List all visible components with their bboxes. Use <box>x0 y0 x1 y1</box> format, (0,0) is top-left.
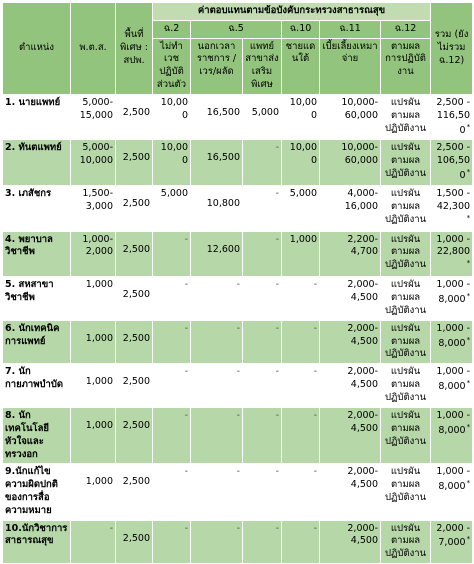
cell-pts: 1,000 <box>71 277 116 320</box>
cell-area: 2,500 <box>116 186 153 232</box>
table-body <box>3 94 473 563</box>
header-label-spec: แพทย์สาขาส่งเสริมพิเศษ <box>243 38 282 94</box>
cell-total <box>431 464 473 520</box>
cell-c2: 10,000 <box>153 94 191 140</box>
cell-c11: 2,000-4,500 <box>320 408 381 464</box>
cell-c2: 5,000 <box>153 186 191 232</box>
table-row <box>3 140 473 186</box>
table-row <box>3 277 473 320</box>
cell-total <box>431 231 473 277</box>
cell-c5: - <box>191 464 243 520</box>
cell-c5: - <box>191 320 243 363</box>
asterisk-mark: * <box>466 535 471 544</box>
header-label-c5: นอกเวลาราชการ / เวร/ผลัด <box>191 38 243 94</box>
cell-area: 2,500 <box>116 520 153 563</box>
cell-c12: แปรผันตามผลปฏิบัติงาน <box>381 231 431 277</box>
cell-c5: 10,800 <box>191 186 243 232</box>
cell-area: 2,500 <box>116 277 153 320</box>
cell-c11: 10,000-60,000 <box>320 140 381 186</box>
header-row-1 <box>3 3 473 21</box>
cell-total <box>431 520 473 563</box>
cell-pts: 1,000 <box>71 464 116 520</box>
cell-c10: - <box>282 320 320 363</box>
table-row <box>3 320 473 363</box>
asterisk-mark: * <box>466 292 471 301</box>
cell-c11: 2,000-4,500 <box>320 320 381 363</box>
cell-total <box>431 408 473 464</box>
cell-c5: - <box>191 364 243 408</box>
cell-spec: 5,000 <box>243 94 282 140</box>
header-label-c10: ชายแดนใต้ <box>282 38 320 94</box>
cell-spec: - <box>243 231 282 277</box>
cell-c2: - <box>153 320 191 363</box>
cell-c11: 2,000-4,500 <box>320 364 381 408</box>
cell-c5: 16,500 <box>191 94 243 140</box>
cell-c12: แปรผันตามผลปฏิบัติงาน <box>381 94 431 140</box>
header-pts: พ.ต.ส. <box>71 3 116 95</box>
cell-c11: 2,000-4,500 <box>320 520 381 563</box>
cell-c12: แปรผันตามผลปฏิบัติงาน <box>381 464 431 520</box>
cell-total <box>431 320 473 363</box>
cell-c10: - <box>282 277 320 320</box>
asterisk-mark: * <box>466 479 471 488</box>
cell-c10: 10,000 <box>282 94 320 140</box>
header-code-c12: ฉ.12 <box>381 20 431 38</box>
cell-pts: 1,000-2,000 <box>71 231 116 277</box>
cell-c2: - <box>153 364 191 408</box>
cell-position: 1. นายแพทย์ <box>3 94 71 140</box>
cell-c11: 2,200-4,700 <box>320 231 381 277</box>
cell-pts: 1,000 <box>71 364 116 408</box>
cell-c10: - <box>282 408 320 464</box>
header-area: พื้นที่พิเศษ : สปพ. <box>116 3 153 95</box>
cell-c10: 1,000 <box>282 231 320 277</box>
asterisk-mark: * <box>466 259 471 268</box>
header-label-c2: ไม่ทำเวชปฏิบัติส่วนตัว <box>153 38 191 94</box>
cell-total <box>431 364 473 408</box>
cell-c2: - <box>153 408 191 464</box>
cell-c11: 2,000-4,500 <box>320 277 381 320</box>
total-text: 1,000 - 8,000 <box>436 279 471 306</box>
header-position: ตำแหน่ง <box>3 3 71 95</box>
cell-c12: แปรผันตามผลปฏิบัติงาน <box>381 186 431 232</box>
table-row <box>3 94 473 140</box>
asterisk-mark: * <box>466 335 471 344</box>
cell-spec: - <box>243 320 282 363</box>
header-code-c5: ฉ.5 <box>191 20 282 38</box>
cell-total <box>431 186 473 232</box>
cell-c5: 12,600 <box>191 231 243 277</box>
cell-c5: - <box>191 520 243 563</box>
cell-c10: 5,000 <box>282 186 320 232</box>
cell-area: 2,500 <box>116 364 153 408</box>
cell-pts: 5,000-10,000 <box>71 140 116 186</box>
cell-area: 2,500 <box>116 408 153 464</box>
total-text: 1,000 - 22,800 <box>436 233 471 258</box>
total-text: 1,000 - 8,000 <box>436 366 471 393</box>
asterisk-mark: * <box>466 168 471 177</box>
cell-c12: แปรผันตามผลปฏิบัติงาน <box>381 408 431 464</box>
header-code-c2: ฉ.2 <box>153 20 191 38</box>
cell-total <box>431 277 473 320</box>
cell-pts: 5,000-15,000 <box>71 94 116 140</box>
header-group-title: ค่าตอบแทนตามข้อบังคับกระทรวงสาธารณสุข <box>153 3 431 21</box>
cell-c10: - <box>282 520 320 563</box>
compensation-table <box>2 2 473 564</box>
cell-c5: 16,500 <box>191 140 243 186</box>
cell-c2: - <box>153 277 191 320</box>
cell-c12: แปรผันตามผลปฏิบัติงาน <box>381 364 431 408</box>
header-code-c10: ฉ.10 <box>282 20 320 38</box>
total-text: 1,000 - 8,000 <box>436 410 471 437</box>
total-text: 2,500 - 106,500 <box>436 142 471 182</box>
table-row <box>3 520 473 563</box>
header-label-c11: เบี้ยเลี้ยงเหมาจ่าย <box>320 38 381 94</box>
cell-position: 9.นักแก้ไขความผิดปกติของการสื่อความหมาย <box>3 464 71 520</box>
cell-spec: - <box>243 140 282 186</box>
header-total: รวม (ยังไม่รวม ฉ.12) <box>431 3 473 95</box>
cell-position: 6. นักเทคนิคการแพทย์ <box>3 320 71 363</box>
cell-pts: 1,000 <box>71 408 116 464</box>
cell-c11: 4,000-16,000 <box>320 186 381 232</box>
cell-spec: - <box>243 408 282 464</box>
cell-pts: - <box>71 520 116 563</box>
total-text: 2,000 - 7,000 <box>436 522 471 549</box>
cell-c2: - <box>153 464 191 520</box>
cell-c10: 10,000 <box>282 140 320 186</box>
cell-position: 5. สหสาขาวิชาชีพ <box>3 277 71 320</box>
cell-position: 10.นักวิชาการสาธารณสุข <box>3 520 71 563</box>
total-text: 1,000 - 8,000 <box>436 466 471 493</box>
cell-pts: 1,000 <box>71 320 116 363</box>
cell-area: 2,500 <box>116 231 153 277</box>
table-row <box>3 364 473 408</box>
table-row <box>3 408 473 464</box>
cell-c12: แปรผันตามผลปฏิบัติงาน <box>381 277 431 320</box>
total-text: 1,500 - 42,300 <box>436 188 471 212</box>
cell-area: 2,500 <box>116 464 153 520</box>
cell-pts: 1,500-3,000 <box>71 186 116 232</box>
cell-position: 2. ทันตแพทย์ <box>3 140 71 186</box>
cell-spec: - <box>243 364 282 408</box>
cell-c11: 2,000-4,500 <box>320 464 381 520</box>
cell-c12: แปรผันตามผลปฏิบัติงาน <box>381 140 431 186</box>
asterisk-mark: * <box>466 422 471 431</box>
cell-c2: - <box>153 231 191 277</box>
cell-c12: แปรผันตามผลปฏิบัติงาน <box>381 320 431 363</box>
cell-position: 7. นักกายภาพบำบัด <box>3 364 71 408</box>
cell-total <box>431 140 473 186</box>
total-text: 2,500 - 116,500 <box>436 96 471 136</box>
cell-spec: - <box>243 520 282 563</box>
cell-total <box>431 94 473 140</box>
header-label-c12: ตามผลการปฏิบัติงาน <box>381 38 431 94</box>
cell-area: 2,500 <box>116 140 153 186</box>
compensation-table-frame <box>2 2 472 560</box>
total-text: 1,000 - 8,000 <box>436 322 471 349</box>
cell-c5: - <box>191 277 243 320</box>
cell-c10: - <box>282 364 320 408</box>
table-row <box>3 231 473 277</box>
cell-c10: - <box>282 464 320 520</box>
cell-spec: - <box>243 464 282 520</box>
cell-area: 2,500 <box>116 320 153 363</box>
cell-c12: แปรผันตามผลปฏิบัติงาน <box>381 520 431 563</box>
cell-c5: - <box>191 408 243 464</box>
table-row <box>3 464 473 520</box>
cell-position: 4. พยาบาลวิชาชีพ <box>3 231 71 277</box>
cell-spec: - <box>243 277 282 320</box>
header-code-c11: ฉ.11 <box>320 20 381 38</box>
cell-spec: - <box>243 186 282 232</box>
asterisk-mark: * <box>466 378 471 387</box>
table-row <box>3 186 473 232</box>
cell-c2: 10,000 <box>153 140 191 186</box>
cell-c11: 10,000-60,000 <box>320 94 381 140</box>
asterisk-mark: * <box>466 122 471 131</box>
asterisk-mark: * <box>466 213 471 222</box>
cell-c2: - <box>153 520 191 563</box>
cell-area: 2,500 <box>116 94 153 140</box>
cell-position: 3. เภสัชกร <box>3 186 71 232</box>
cell-position: 8. นักเทคโนโลยีหัวใจและทรวงอก <box>3 408 71 464</box>
